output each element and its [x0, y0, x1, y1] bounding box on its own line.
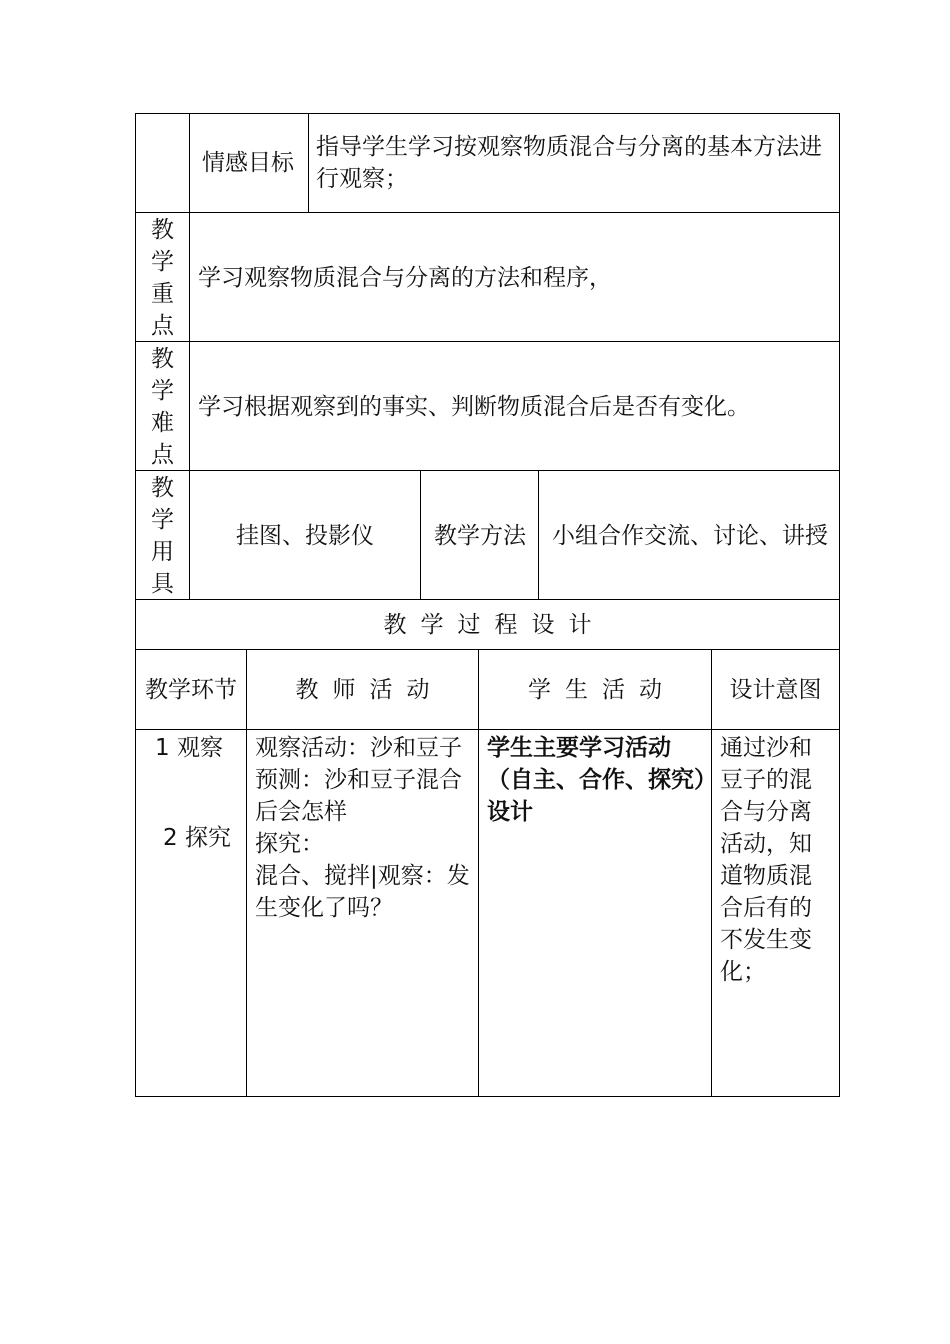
method-label [432, 471, 528, 600]
col-divider [538, 470, 539, 600]
header-student-text: 学生活动 [528, 676, 676, 703]
stage-explore-text: 2 探究 [163, 825, 231, 851]
key-points-label [136, 213, 189, 342]
header-stage [140, 650, 242, 729]
tools-text: 挂图、投影仪 [236, 522, 374, 549]
method-text: 小组合作交流、讨论、讲授 [552, 522, 828, 549]
table-border-right [839, 113, 840, 1097]
teacher-line: 混合、搅拌|观察：发生变化了吗？ [255, 863, 470, 921]
design-intent [720, 732, 834, 988]
method-label-text: 教学方法 [434, 522, 526, 549]
emotion-goal-label [196, 113, 300, 213]
tools-label [136, 471, 189, 600]
design-intent-text: 通过沙和豆子的混合与分离活动，知道物质混合后有的不发生变化； [720, 735, 812, 985]
header-student [479, 650, 711, 729]
stage-observe [155, 732, 245, 764]
process-title-text: 教学过程设计 [383, 611, 606, 638]
table-border-bottom [135, 1096, 840, 1097]
header-intent-text: 设计意图 [729, 676, 822, 703]
header-intent [712, 650, 839, 729]
difficulty-label [136, 342, 189, 471]
header-teacher-text: 教师活动 [295, 676, 444, 703]
stage-explore [163, 822, 245, 854]
key-points-label-text: 教学重点 [151, 216, 174, 339]
emotion-goal-content [316, 113, 834, 213]
row-divider [135, 729, 840, 730]
tools-content [190, 471, 420, 600]
emotion-goal-text: 指导学生学习按观察物质混合与分离的基本方法进行观察； [316, 134, 822, 192]
header-teacher [247, 650, 478, 729]
key-points-content [198, 213, 834, 342]
difficulty-text: 学习根据观察到的事实、判断物质混合后是否有变化。 [198, 393, 750, 420]
col-divider [308, 113, 309, 213]
teacher-line: 探究： [255, 831, 324, 857]
process-title [136, 600, 839, 649]
key-points-text: 学习观察物质混合与分离的方法和程序， [198, 264, 612, 291]
teacher-line: 预测：沙和豆子混合后会怎样 [255, 767, 462, 825]
col-divider [420, 470, 421, 600]
student-activity [487, 732, 707, 828]
teacher-activity [255, 732, 473, 924]
method-content [546, 471, 834, 600]
emotion-goal-label-text: 情感目标 [202, 150, 294, 176]
student-activity-text: 学生主要学习活动（自主、合作、探究）设计 [487, 735, 706, 825]
tools-label-text: 教学用具 [151, 474, 174, 597]
difficulty-content [198, 342, 834, 471]
stage-observe-text: 1 观察 [155, 735, 223, 761]
difficulty-label-text: 教学难点 [151, 345, 174, 468]
header-stage-text: 教学环节 [145, 676, 237, 703]
teacher-line: 观察活动：沙和豆子 [255, 735, 462, 761]
